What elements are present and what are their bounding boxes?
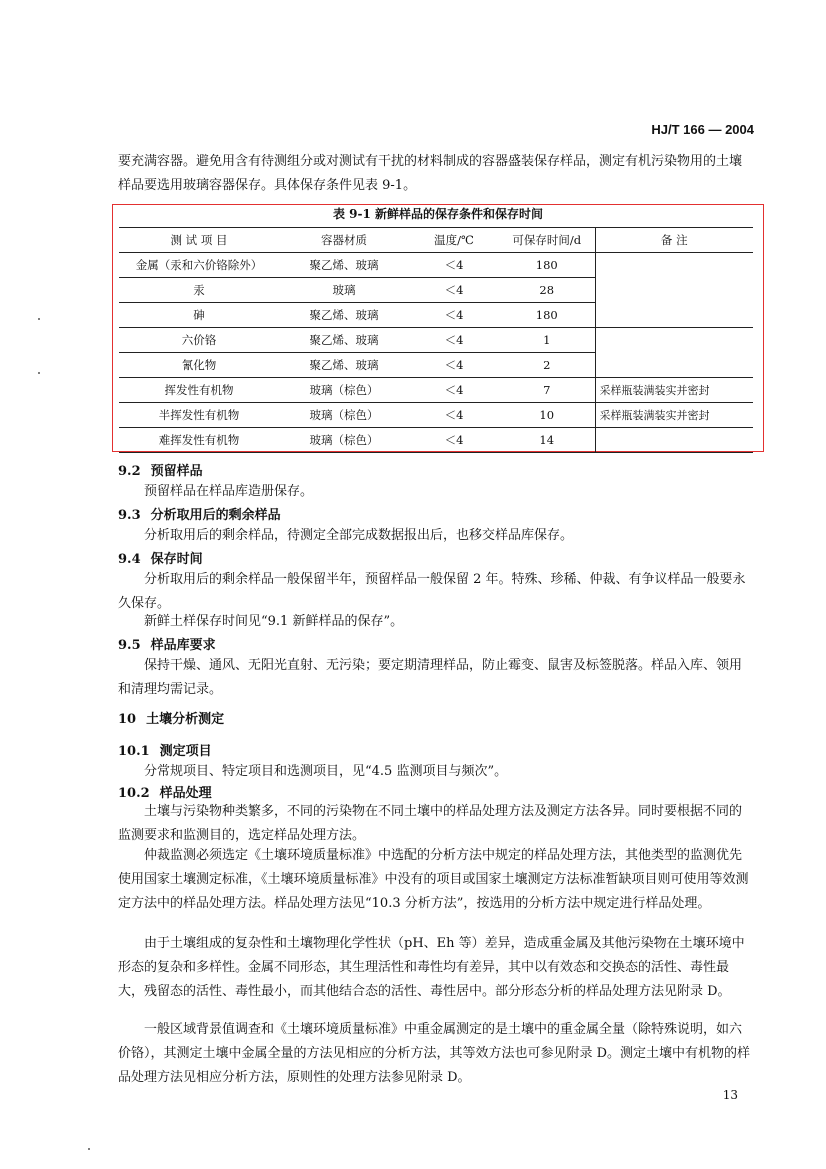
cell-days: 10 (499, 403, 595, 428)
cell-note: 采样瓶装满装实并密封 (595, 403, 753, 428)
paragraph: 预留样品在样品库造册保存。 (144, 484, 314, 499)
paragraph: 土壤与污染物种类繁多，不同的污染物在不同土壤中的样品处理方法及测定方法各异。同时要根据不同的监测要求和监测目的，选定样品处理方法。 (118, 804, 743, 843)
col-header-notes: 备 注 (595, 228, 753, 253)
section-title: 分析取用后的剩余样品 (150, 508, 281, 523)
section-number: 9.2 (118, 464, 141, 479)
cell-container: 玻璃 (279, 278, 409, 303)
cell-container: 玻璃（棕色） (279, 403, 409, 428)
section-heading-9-3 (118, 504, 281, 523)
cell-container: 玻璃（棕色） (279, 428, 409, 453)
section-heading-9-4 (118, 548, 203, 567)
section-title: 样品处理 (159, 786, 212, 801)
section-heading-10-2 (118, 782, 212, 801)
cell-container: 聚乙烯、玻璃 (279, 303, 409, 328)
paragraph: 分常规项目、特定项目和选测项目，见“4.5 监测项目与频次”。 (144, 764, 508, 779)
cell-days: 28 (499, 278, 595, 303)
section-number: 9.3 (118, 508, 141, 523)
paragraph: 一般区域背景值调查和《土壤环境质量标准》中重金属测定的是土壤中的重金属全量（除特殊说明，如六价铬），其测定土壤中金属全量的方法见相应的分析方法，其等效方法也可参见附录 D。测定土壤中有机物的样品处理方法见相应分析方法，原则性的处理方法参见附录 D。 (118, 1022, 751, 1085)
cell-days: 1 (499, 328, 595, 353)
col-header-storage-days: 可保存时间/d (499, 228, 595, 253)
cell-temperature: ＜4 (409, 278, 499, 303)
cell-temperature: ＜4 (409, 353, 499, 378)
cell-note (595, 328, 753, 378)
cell-item: 金属（汞和六价铬除外） (119, 253, 279, 278)
paragraph: 仲裁监测必须选定《土壤环境质量标准》中选配的分析方法中规定的样品处理方法，其他类型的监测优先使用国家土壤测定标准，《土壤环境质量标准》中没有的项目或国家土壤测定方法标准暂缺项目则可使用等效测定方法中的样品处理方法。样品处理方法见“10.3 分析方法”，按选用的分析方法中规定进行样品处理。 (118, 848, 749, 911)
intro-paragraph: 要充满容器。避免用含有待测组分或对测试有干扰的材料制成的容器盛装保存样品，测定有机污染物用的土壤样品要选用玻璃容器保存。具体保存条件见表 9-1。 (118, 154, 743, 193)
section-number: 9.5 (118, 638, 141, 653)
cell-item: 六价铬 (119, 328, 279, 353)
section-number: 10.2 (118, 786, 150, 801)
cell-item: 挥发性有机物 (119, 378, 279, 403)
scan-speck (88, 1148, 90, 1150)
chapter-heading-10 (118, 708, 224, 727)
cell-container: 玻璃（棕色） (279, 378, 409, 403)
cell-item: 难挥发性有机物 (119, 428, 279, 453)
col-header-container: 容器材质 (279, 228, 409, 253)
cell-temperature: ＜4 (409, 428, 499, 453)
cell-container: 聚乙烯、玻璃 (279, 353, 409, 378)
section-title: 土壤分析测定 (146, 712, 225, 727)
table-row (119, 403, 753, 428)
table-header-row (119, 228, 753, 253)
cell-days: 180 (499, 303, 595, 328)
cell-item: 氰化物 (119, 353, 279, 378)
standard-code: HJ/T 166 — 2004 (651, 122, 754, 137)
cell-container: 聚乙烯、玻璃 (279, 328, 409, 353)
table-row (119, 328, 753, 353)
section-heading-9-5 (118, 634, 216, 653)
section-title: 样品库要求 (150, 638, 216, 653)
cell-temperature: ＜4 (409, 403, 499, 428)
cell-item: 砷 (119, 303, 279, 328)
section-heading-9-2 (118, 460, 203, 479)
cell-item: 汞 (119, 278, 279, 303)
paragraph: 由于土壤组成的复杂性和土壤物理化学性状（pH、Eh 等）差异，造成重金属及其他污染物在土壤环境中形态的复杂和多样性。金属不同形态，其生理活性和毒性均有差异，其中以有效态和交换态的活性、毒性最大，残留态的活性、毒性最小，而其他结合态的活性、毒性居中。部分形态分析的样品处理方法见附录 D。 (118, 936, 745, 999)
storage-table (119, 227, 753, 453)
table-caption: 表 9-1 新鲜样品的保存条件和保存时间 (332, 207, 544, 221)
section-number: 10.1 (118, 744, 150, 759)
table-row (119, 378, 753, 403)
col-header-temperature: 温度/℃ (409, 228, 499, 253)
cell-note (595, 428, 753, 453)
cell-temperature: ＜4 (409, 303, 499, 328)
cell-container: 聚乙烯、玻璃 (279, 253, 409, 278)
cell-temperature: ＜4 (409, 378, 499, 403)
cell-note: 采样瓶装满装实并密封 (595, 378, 753, 403)
cell-days: 7 (499, 378, 595, 403)
table-row (119, 428, 753, 453)
cell-note (595, 253, 753, 328)
section-heading-10-1 (118, 740, 212, 759)
table-9-1-frame (112, 204, 764, 452)
cell-temperature: ＜4 (409, 328, 499, 353)
section-title: 预留样品 (150, 464, 203, 479)
section-title: 测定项目 (159, 744, 212, 759)
paragraph: 分析取用后的剩余样品一般保留半年，预留样品一般保留 2 年。特殊、珍稀、仲裁、有争议样品一般要永久保存。 (118, 572, 746, 611)
section-title: 保存时间 (150, 552, 203, 567)
col-header-item: 测 试 项 目 (119, 228, 279, 253)
section-number: 9.4 (118, 552, 141, 567)
page-number: 13 (722, 1088, 738, 1102)
scan-speck (38, 318, 40, 320)
cell-days: 14 (499, 428, 595, 453)
section-number: 10 (118, 712, 137, 727)
table-row (119, 253, 753, 278)
paragraph: 新鲜土样保存时间见“9.1 新鲜样品的保存”。 (144, 614, 404, 629)
cell-item: 半挥发性有机物 (119, 403, 279, 428)
cell-days: 2 (499, 353, 595, 378)
cell-temperature: ＜4 (409, 253, 499, 278)
paragraph: 保持干燥、通风、无阳光直射、无污染；要定期清理样品，防止霉变、鼠害及标签脱落。样品入库、领用和清理均需记录。 (118, 658, 743, 697)
cell-days: 180 (499, 253, 595, 278)
paragraph: 分析取用后的剩余样品，待测定全部完成数据报出后，也移交样品库保存。 (144, 528, 574, 543)
scan-speck (38, 372, 40, 374)
